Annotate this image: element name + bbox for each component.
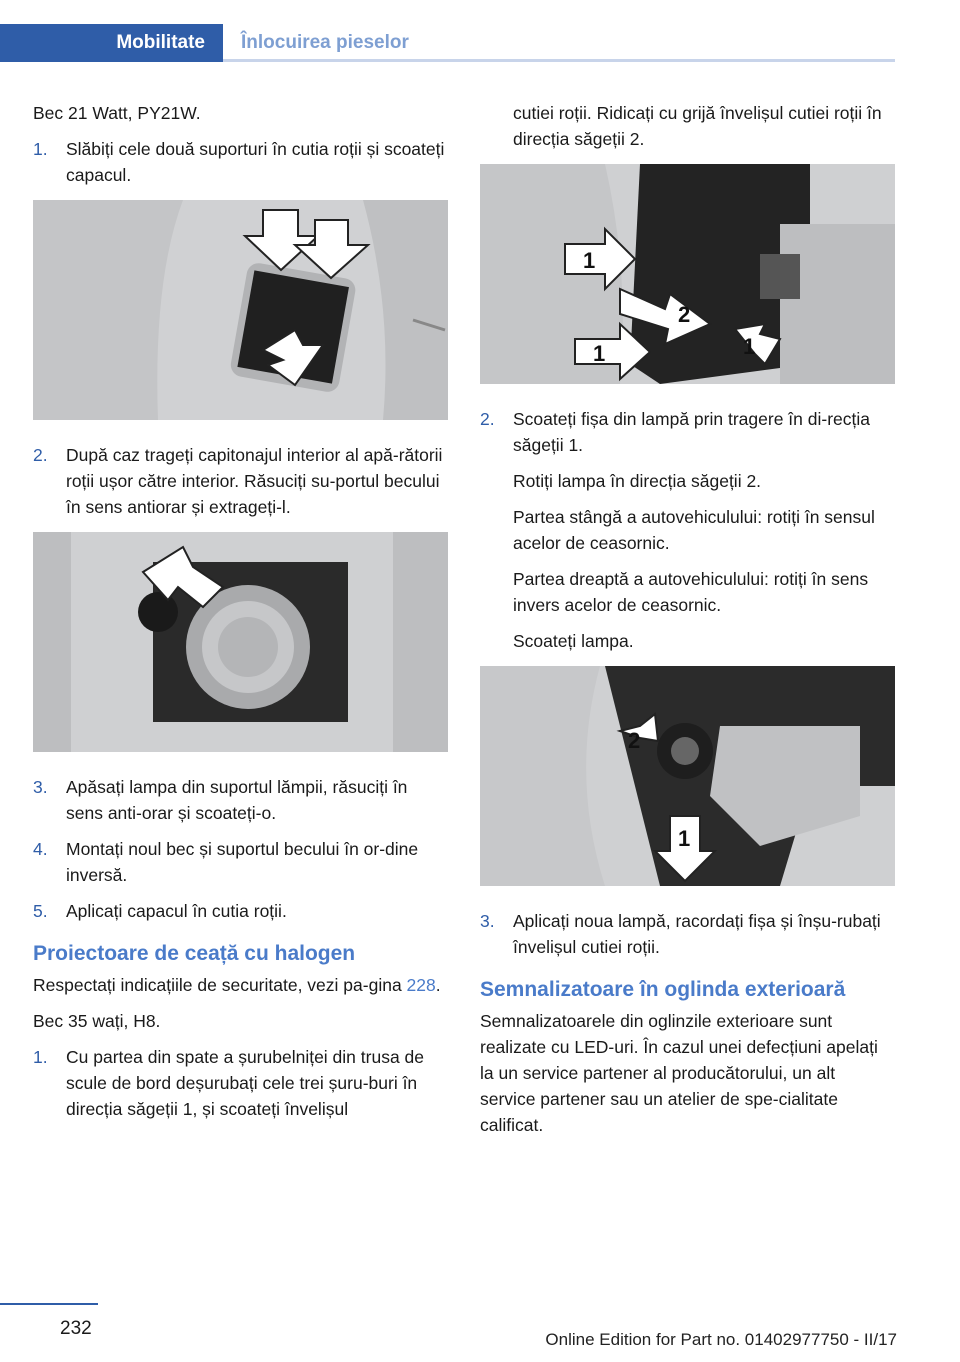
step-r2-para: Scoateți lampa. [513,631,634,651]
page-number: 232 [60,1318,92,1339]
step-r2-para: Partea stângă a autovehiculului: rotiți în sensul acelor de ceasornic. [513,507,875,553]
safety-note-end: . [435,975,441,995]
step-number: 2. [480,409,495,429]
step-number: 4. [33,839,48,859]
step-fog-1 [33,1044,448,1122]
step-5 [33,898,448,924]
figure-lamp-removal [480,666,895,886]
figure-bulb-holder [33,532,448,752]
step-2 [33,442,448,520]
step-text: Montați noul bec și suportul becului în or‐dine inversă. [66,839,419,885]
step-number: 3. [480,911,495,931]
step-number: 2. [33,445,48,465]
safety-note [33,972,448,998]
arrow-label: 2 [628,728,641,753]
step-3 [33,774,448,826]
bulb-holder-illustration [33,532,448,752]
page-header [0,0,960,62]
step-text: Scoateți fișa din lampă prin tragere în di‐recția săgeții 1. [513,409,870,455]
step-text: Apăsați lampa din suportul lămpii, răsuciți în sens anti-orar și scoateți-o. [66,777,408,823]
figure-wheel-housing-lining [480,164,895,384]
section-tab: Mobilitate [0,24,223,62]
step-r3 [480,908,895,960]
page-reference-link[interactable]: 228 [406,975,436,995]
left-column [33,100,448,1132]
step-number: 1. [33,1047,48,1067]
bulb-spec-fog: Bec 35 wați, H8. [33,1011,161,1031]
edition-note: Online Edition for Part no. 01402977750 - II/17 [545,1330,897,1349]
arrow-label: 2 [678,302,691,327]
step-text: Slăbiți cele două suporturi în cutia roții și scoateți capacul. [66,139,445,185]
safety-note-text: Respectați indicațiile de securitate, vezi pa‐gina [33,975,407,995]
mirror-indicators-text: Semnalizatoarele din oglinzile exterioare sunt realizate cu LED-uri. În cazul unei defecțiuni apelați la un service partener al producătorului, un alt service partener sau un atelier de spe‐cialitate calificat. [480,1011,878,1135]
step-text: Aplicați noua lampă, racordați fișa și înșu‐rubați învelișul cutiei roții. [513,911,881,957]
section-heading-fog-lights: Proiectoare de ceață cu halogen [33,942,356,965]
step-r2-para: Rotiți lampa în direcția săgeții 2. [513,471,762,491]
step-r2 [480,406,895,458]
step-number: 5. [33,901,48,921]
step-text: După caz trageți capitonajul interior al apă‐rătorii roții ușor către interior. Răsuciți su‐portul becului în sens antiorar și extrageți-l. [66,445,443,517]
figure-wheel-housing-cover [33,200,448,420]
section-heading-mirror-indicators: Semnalizatoare în oglinda exterioară [480,978,846,1001]
arrow-label: 1 [583,248,596,273]
footer-rule [0,1303,98,1305]
step-4 [33,836,448,888]
arrow-label: 1 [743,334,756,359]
arrow-label: 1 [593,341,606,366]
step-1 [33,136,448,188]
step-number: 3. [33,777,48,797]
header-rule [223,59,895,62]
bulb-spec: Bec 21 Watt, PY21W. [33,103,201,123]
step-continuation: cutiei roții. Ridicați cu grijă învelișul cutiei roții în direcția săgeții 2. [513,103,882,149]
step-text: Cu partea din spate a șurubelniței din trusa de scule de bord deșurubați cele trei șuru‐buri în direcția săgeții 1, și scoateți învelișul [66,1047,425,1119]
step-r2-para: Partea dreaptă a autovehiculului: rotiți în sens invers acelor de ceasornic. [513,569,869,615]
right-column [480,100,895,1148]
step-number: 1. [33,139,48,159]
arrow-label: 1 [678,826,691,851]
lamp-removal-illustration [480,666,895,886]
chapter-title: Înlocuirea pieselor [241,32,409,53]
step-text: Aplicați capacul în cutia roții. [66,901,287,921]
lining-illustration [480,164,895,384]
wheel-housing-illustration [33,200,448,420]
